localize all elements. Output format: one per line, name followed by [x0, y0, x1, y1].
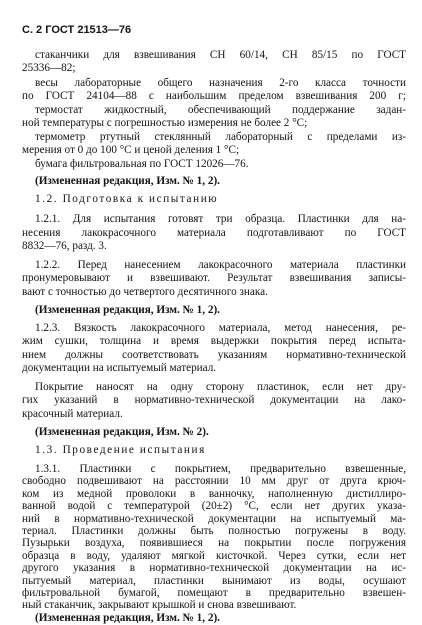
text-line: по ГОСТ 24104—88 с наибольшим пределом взвешивания 200 г;	[22, 90, 406, 102]
section-heading: 1.2. Подготовка к испытанию	[35, 193, 219, 205]
section-heading: 1.3. Проведение испытания	[35, 444, 206, 456]
text-line: нием должны соответствовать указаниям нормативно-технической	[22, 349, 406, 361]
text-line: бумага фильтровальная по ГОСТ 12026—76.	[35, 158, 249, 170]
text-line: вают с точностью до четвертого десятичного знака.	[22, 286, 268, 298]
text-line: 25336—82;	[22, 62, 76, 74]
revision-note: (Измененная редакция, Изм. № 2).	[35, 426, 209, 438]
text-line: Покрытие наносят на одну сторону пластинок, если нет дру-	[35, 381, 406, 393]
page-header: С. 2 ГОСТ 21513—76	[22, 24, 132, 36]
text-line: ной температуры с погрешностью измерения не более 2 °С;	[22, 117, 308, 129]
text-line: термометр ртутный стеклянный лабораторный с пределами из-	[35, 131, 406, 143]
text-line: фильтровальной бумагой, помещают в предварительно взвешен-	[22, 587, 406, 599]
text-line: гих указаний в нормативно-технической документации на лако-	[22, 394, 406, 406]
text-line: стаканчики для взвешивания СН 60/14, СН 85/15 по ГОСТ	[35, 49, 406, 61]
text-line: ный стаканчик, закрывают крышкой и снова взвешивают.	[22, 599, 297, 612]
text-line: пронумеровывают и взвешивают. Результат взвешивания записы-	[22, 272, 406, 284]
text-line: мерения от 0 до 100 °С и ценой деления 1 °С;	[22, 144, 240, 156]
text-line: 1.2.1. Для испытания готовят три образца. Пластинки для на-	[35, 213, 406, 225]
text-line: ком из медной проволоки в ванночку, наполненную дистиллиро-	[22, 487, 406, 500]
text-line: Пузырьки воздуха, появившиеся на покрытии после погружения	[22, 537, 406, 550]
text-line: несения лакокрасочного материала подготавливают по ГОСТ	[22, 227, 406, 239]
text-line: 1.2.2. Перед нанесением лакокрасочного материала пластинки	[35, 259, 406, 271]
text-line: 8832—76, разд. 3.	[22, 240, 107, 252]
text-line: свободно подвешивают на расстоянии 10 мм друг от друга крюч-	[22, 475, 406, 488]
text-line: образца в воду, удаляют мягкой кисточкой. Через сутки, если нет	[22, 549, 406, 562]
text-line: документации на испытуемый материал.	[22, 362, 217, 374]
revision-note: (Измененная редакция, Изм. № 1, 2).	[35, 304, 220, 316]
text-line: другого указания в нормативно-технической документации на ис-	[22, 562, 406, 575]
revision-note: (Измененная редакция, Изм. № 1, 2).	[35, 175, 220, 187]
text-line: 1.3.1. Пластинки с покрытием, предварительно взвешенные,	[35, 463, 406, 475]
text-line: термостат жидкостный, обеспечивающий поддержание задан-	[35, 104, 406, 116]
text-line: 1.2.3. Вязкость лакокрасочного материала, метод нанесения, ре-	[35, 322, 406, 334]
text-line: териал. Пластинки должны быть полностью погружены в воду.	[22, 525, 406, 537]
revision-note: (Измененная редакция, Изм. № 1, 2).	[35, 611, 220, 624]
text-line: жим сушки, толщина и время выдержки покрытия перед испыта-	[22, 335, 406, 347]
text-line: красочный материал.	[22, 408, 123, 420]
text-line: весы лабораторные общего назначения 2-го класса точности	[35, 77, 406, 89]
text-line: пытуемый материал, пластинки вынимают из воды, осушают	[22, 574, 406, 587]
text-line: ванной водой с температурой (20±2) °С, если нет других указа-	[22, 500, 406, 513]
text-line: ний в нормативно-технической документации на испытуемый ма-	[22, 512, 406, 525]
